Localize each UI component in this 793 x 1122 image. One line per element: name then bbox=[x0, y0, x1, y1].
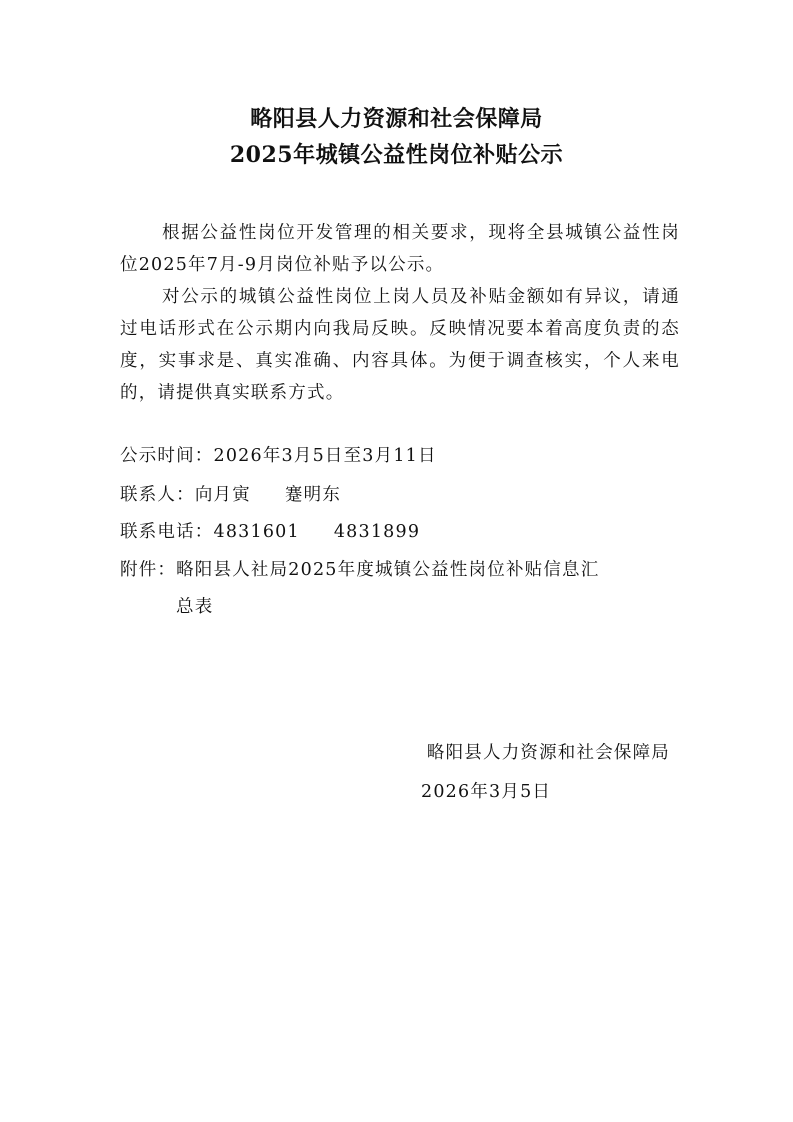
phone-number-1: 4831601 bbox=[213, 522, 300, 542]
phone-number-2: 4831899 bbox=[333, 522, 421, 542]
signature-organization: 略阳县人力资源和社会保障局 bbox=[426, 743, 670, 763]
contact-person-2: 蹇明东 bbox=[284, 485, 342, 505]
publicity-period-label: 公示时间： bbox=[120, 446, 214, 466]
attachment bbox=[120, 554, 599, 586]
contact-label: 联系人： bbox=[120, 485, 195, 505]
signature-date: 2026年3月5日 bbox=[421, 782, 552, 802]
notice-paragraph-2: 对公示的城镇公益性岗位上岗人员及补贴金额如有异议，请通过电话形式在公示期内向我局反映。反映情况要本着高度负责的态度，实事求是、真实准确、内容具体。为便于调查核实，个人来电的，请提供真实联系方式。 bbox=[120, 287, 680, 403]
attachment-title-continued: 总表 bbox=[176, 597, 214, 617]
phone-label: 联系电话： bbox=[120, 522, 214, 542]
notice-paragraph-1: 根据公益性岗位开发管理的相关要求，现将全县城镇公益性岗位2025年7月-9月岗位补贴予以公示。 bbox=[120, 223, 680, 275]
document-title-subject: 2025年城镇公益性岗位补贴公示 bbox=[229, 142, 564, 168]
contact-person-1: 向月寅 bbox=[194, 485, 251, 505]
attachment-title: 略阳县人社局2025年度城镇公益性岗位补贴信息汇 bbox=[176, 560, 600, 580]
attachment-label: 附件： bbox=[120, 560, 177, 580]
contact-persons bbox=[120, 479, 341, 511]
publicity-period-value: 2026年3月5日至3月11日 bbox=[213, 446, 437, 466]
notice-body bbox=[120, 217, 680, 409]
contact-phones bbox=[120, 516, 420, 548]
publicity-period bbox=[120, 440, 437, 472]
document-title-org: 略阳县人力资源和社会保障局 bbox=[250, 106, 543, 132]
